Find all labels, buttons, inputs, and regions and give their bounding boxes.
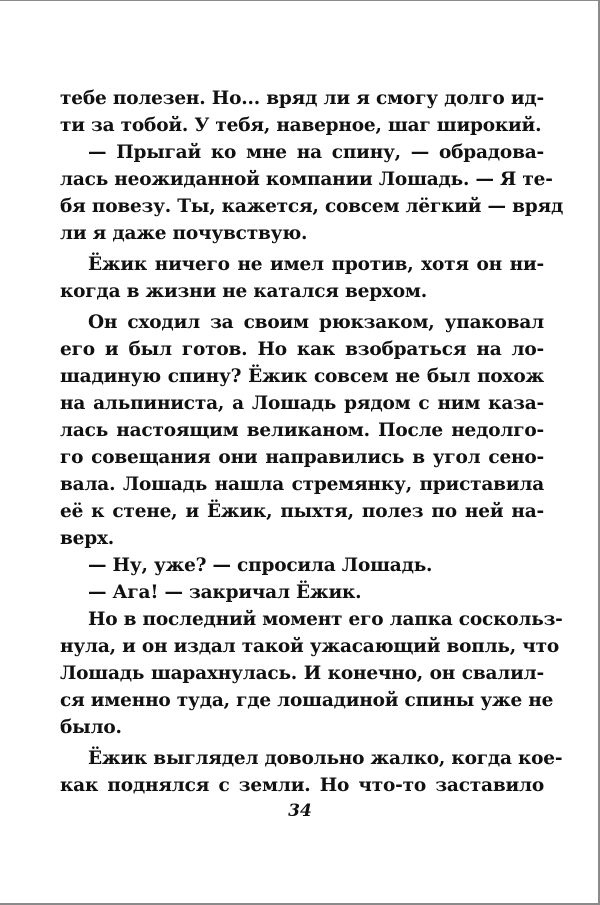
text-line: Он сходил за своим рюкзаком, упаковал: [88, 312, 544, 333]
text-line: когда в жизни не катался верхом.: [60, 281, 428, 302]
text-line: Ёжик выглядел довольно жалко, когда кое-: [88, 748, 563, 769]
text-line: тебе полезен. Но... вряд ли я смогу долго ид-: [60, 88, 544, 109]
text-line: Ёжик ничего не имел против, хотя он ни-: [88, 254, 544, 275]
text-line: — Ну, уже? — спросила Лошадь.: [88, 555, 433, 576]
text-line: го совещания они направились в угол сено-: [60, 447, 544, 468]
text-line: верх.: [60, 528, 115, 549]
text-line: лась настоящим великаном. После недолго-: [60, 420, 544, 441]
text-line: бя повезу. Ты, кажется, совсем лёгкий — вряд: [60, 196, 564, 217]
text-line: как поднялся с земли. Но что-то заставило: [60, 775, 544, 796]
text-line: шадиную спину? Ёжик совсем не был похож: [60, 366, 544, 387]
text-line: Но в последний момент его лапка соскольз-: [88, 609, 563, 630]
text-line: его и был готов. Но как взобраться на ло-: [60, 339, 544, 360]
text-line: — Прыгай ко мне на спину, — обрадова-: [88, 142, 544, 163]
text-line: её к стене, и Ёжик, пыхтя, полез по ней на-: [60, 501, 544, 522]
text-line: ти за тобой. У тебя, наверное, шаг широкий.: [60, 115, 542, 136]
text-line: лась неожиданной компании Лошадь. — Я те-: [60, 169, 553, 190]
text-line: ся именно туда, где лошадиной спины уже не: [60, 690, 554, 711]
text-line: на альпиниста, а Лошадь рядом с ним каза-: [60, 393, 544, 414]
text-line: — Ага! — закричал Ёжик.: [88, 582, 362, 603]
page-number: 34: [288, 801, 312, 821]
text-line: нула, и он издал такой ужасающий вопль, что: [60, 636, 560, 657]
page-body-text: [60, 85, 564, 799]
text-line: Лошадь шарахнулась. И конечно, он свалил-: [60, 663, 544, 684]
text-line: было.: [60, 717, 122, 738]
text-line: ли я даже почувствую.: [60, 223, 308, 244]
text-line: вала. Лошадь нашла стремянку, приставила: [60, 474, 544, 495]
